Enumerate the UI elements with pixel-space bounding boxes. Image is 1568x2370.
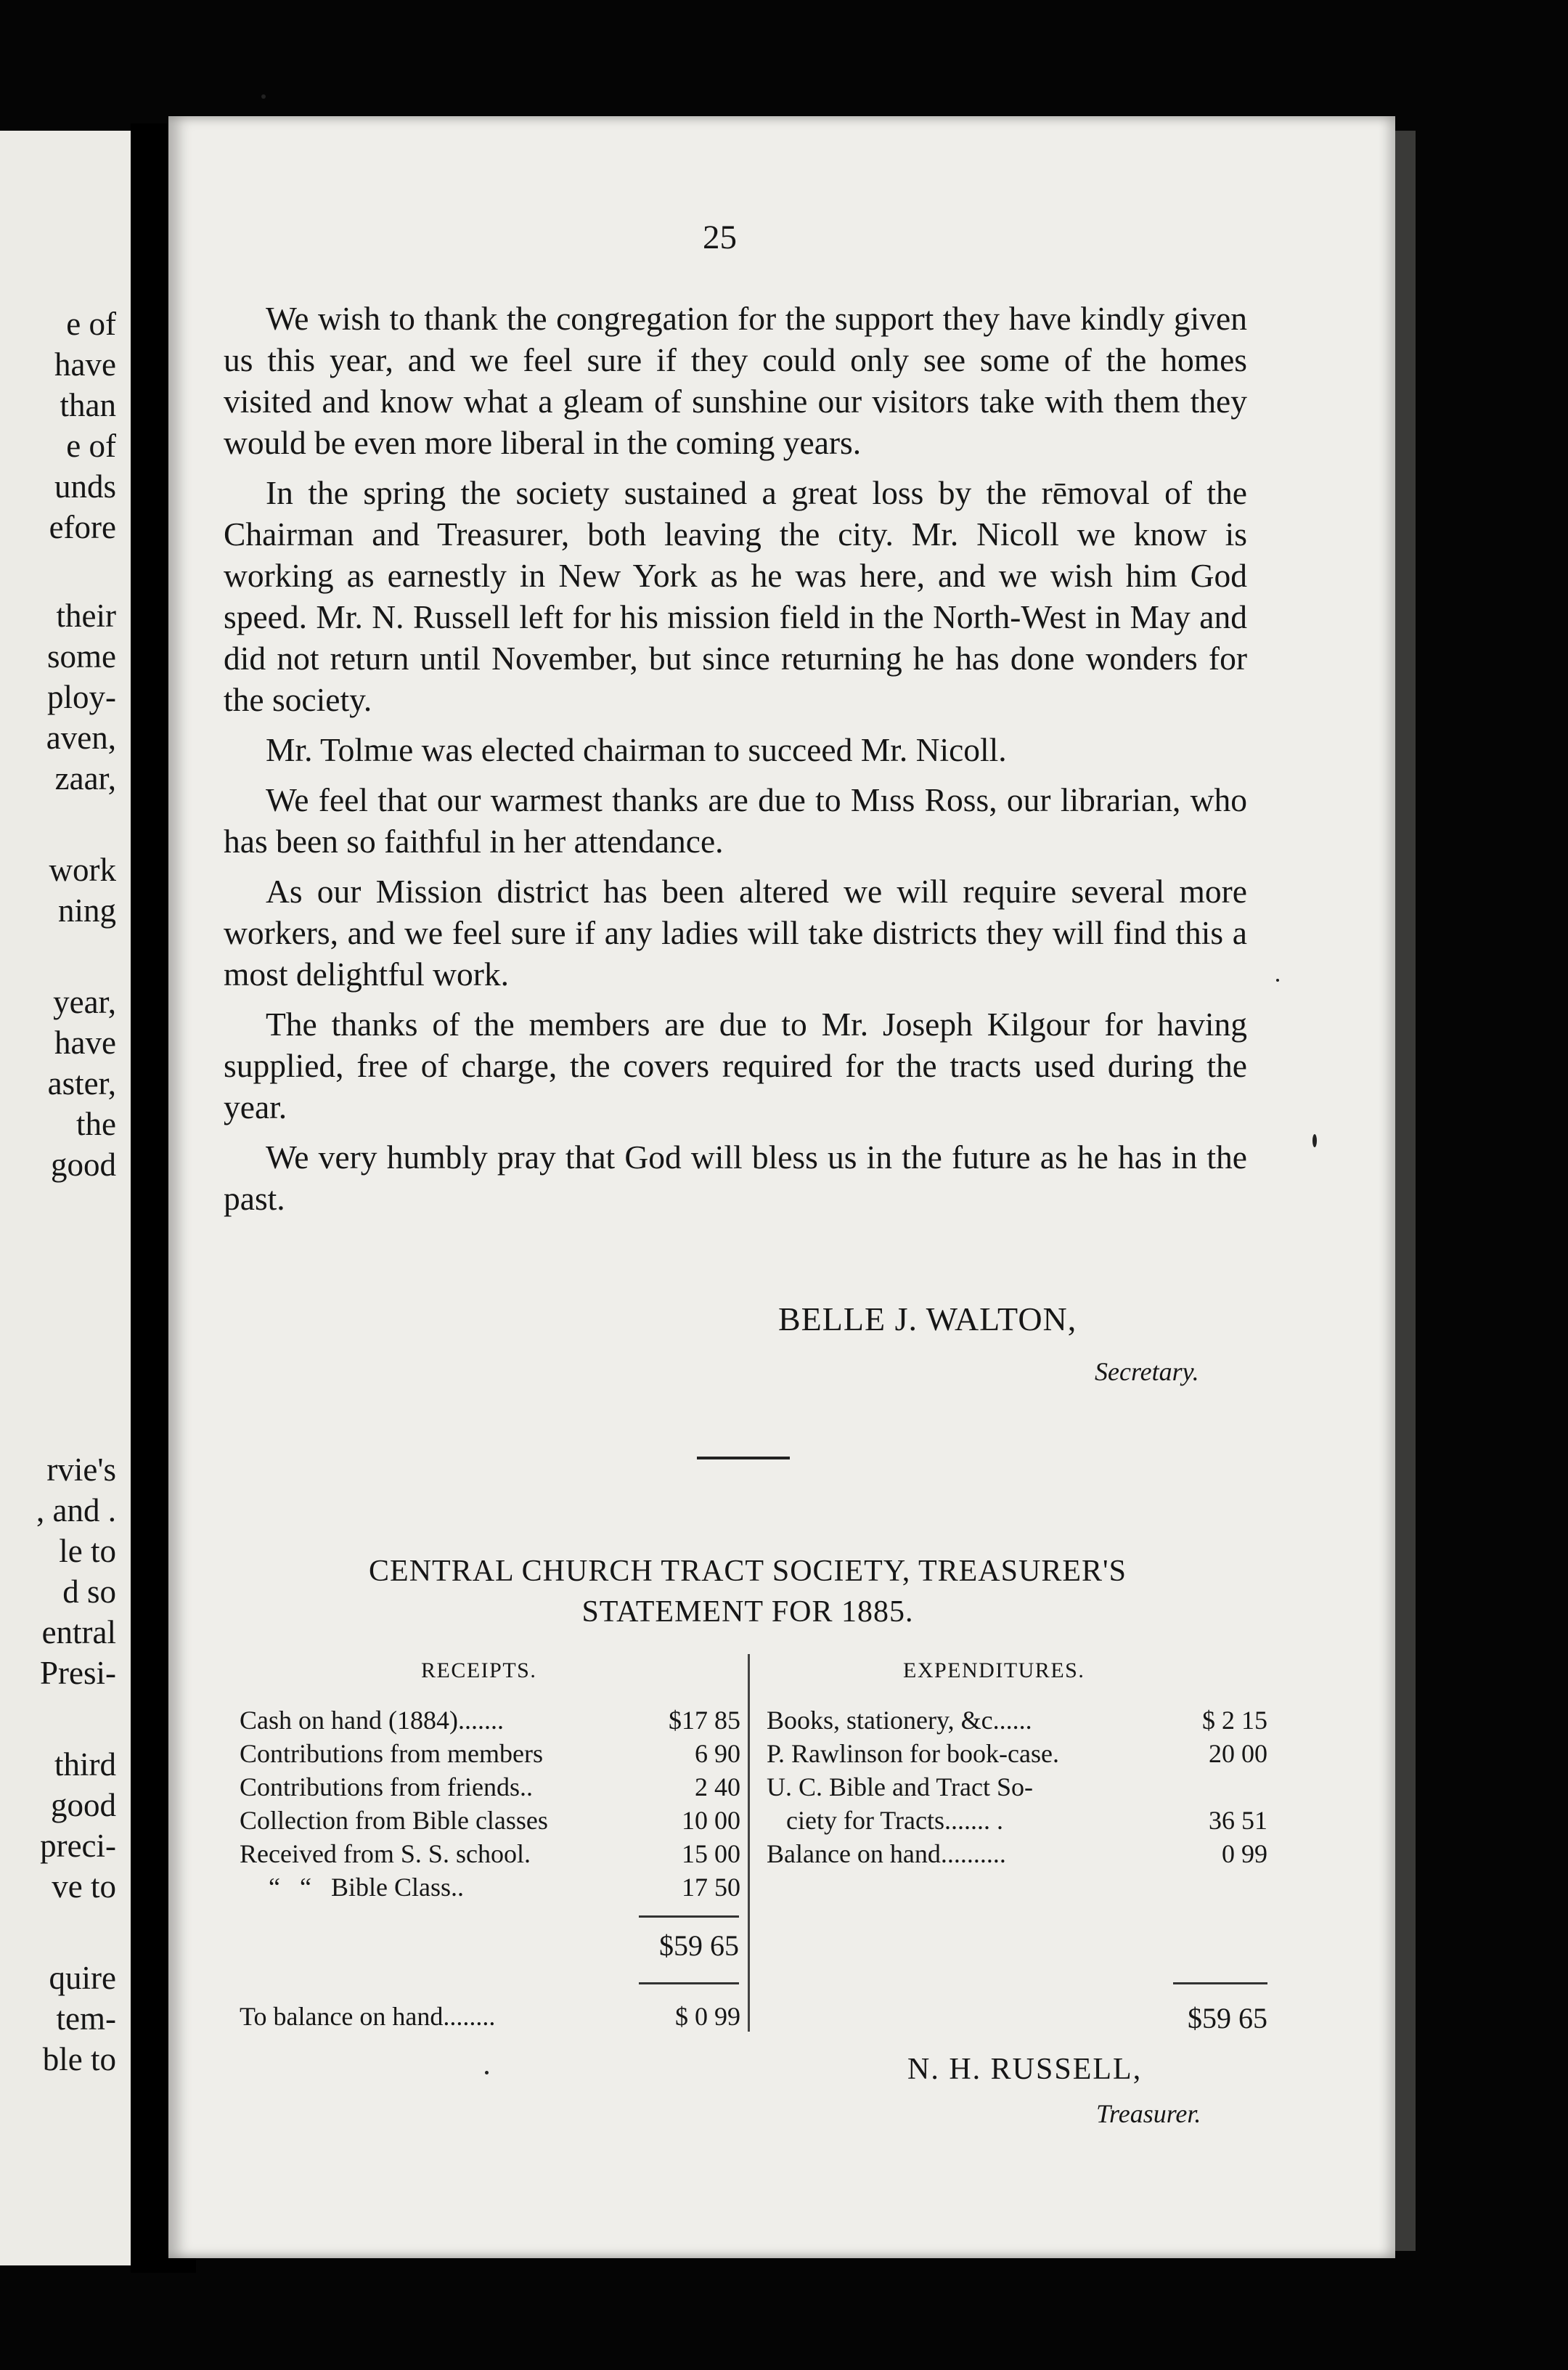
previous-page-text-fragment: aster, [47, 1065, 116, 1101]
receipt-amount: 2 40 [695, 1772, 740, 1801]
previous-page-text-fragment: work [49, 852, 116, 888]
receipts-total-rule [639, 1982, 739, 1984]
expenditure-label: Books, stationery, &c...... [767, 1706, 1032, 1735]
statement-title-line: STATEMENT FOR 1885. [581, 1595, 914, 1629]
previous-page-edge [0, 131, 131, 2265]
previous-page-text-fragment: have [54, 346, 116, 383]
expenditure-amount: 36 51 [1209, 1806, 1267, 1835]
expenditure-row [767, 1738, 1267, 1772]
previous-page-text-fragment: ploy- [47, 679, 116, 715]
balance-amount: $ 0 99 [675, 2002, 740, 2031]
previous-page-text-fragment: d so [62, 1573, 116, 1610]
previous-page-text-fragment: ve to [52, 1868, 116, 1905]
statement-title [218, 1551, 1278, 1632]
letter-paragraph: We very humbly pray that God will bless us in the future as he has in the past. [224, 1139, 1247, 1217]
previous-page-text-fragment: have [54, 1025, 116, 1061]
previous-page-text-fragment: efore [49, 509, 116, 545]
previous-page-text-fragment: Presi- [40, 1655, 116, 1691]
receipt-row [240, 1838, 740, 1872]
print-speck [1312, 1134, 1317, 1147]
previous-page-text-fragment: ning [57, 892, 116, 929]
receipt-row [240, 1772, 740, 1805]
receipt-amount: 15 00 [682, 1839, 740, 1868]
expenditure-label: U. C. Bible and Tract So- [767, 1772, 1034, 1801]
letter-paragraph: We feel that our warmest thanks are due to Mıss Ross, our librarian, who has been so faithful in her attendance. [224, 781, 1247, 860]
receipt-label: Contributions from friends.. [240, 1772, 533, 1801]
letter-paragraph: Mr. Tolmıe was elected chairman to succeed Mr. Nicoll. [266, 731, 1007, 768]
print-speck [485, 2071, 489, 2074]
letter-paragraph: We wish to thank the congregation for the support they have kindly given us this year, and we feel sure if they could only see some of the homes visited and know what a gleam of sunshine our visitors take with them they would be even more liberal in the coming years. [224, 300, 1247, 461]
letter-paragraph: As our Mission district has been altered we will require several more workers, and we feel sure if any ladies will take districts they will find this a most delightful work. [224, 873, 1247, 993]
previous-page-text-fragment: some [47, 638, 116, 675]
expenditure-row [767, 1772, 1267, 1805]
receipt-row [240, 1738, 740, 1772]
print-speck [261, 94, 266, 99]
expenditure-row [767, 1705, 1267, 1738]
receipts-total: $59 65 [659, 1929, 739, 1962]
previous-page-text-fragment: le to [59, 1533, 116, 1569]
receipt-label: Contributions from members [240, 1739, 543, 1768]
receipt-label: “ “ Bible Class.. [269, 1873, 464, 1902]
letter-paragraph: The thanks of the members are due to Mr. Joseph Kilgour for having supplied, free of charge, the covers required for the tracts used during the year. [224, 1006, 1247, 1125]
previous-page-text-fragment: quire [49, 1960, 116, 1996]
previous-page-text-fragment: their [56, 598, 116, 634]
secretary-signature-title: Secretary. [1095, 1357, 1199, 1386]
receipt-amount: 17 50 [682, 1873, 740, 1902]
previous-page-text-fragment: e of [66, 428, 116, 464]
receipt-label: Cash on hand (1884)....... [240, 1706, 504, 1735]
previous-page-text-fragment: rvie's [46, 1451, 116, 1488]
column-divider [748, 1654, 750, 2032]
expenditure-amount: 20 00 [1209, 1739, 1267, 1768]
previous-page-text-fragment: ble to [42, 2041, 116, 2077]
expenditures-total: $59 65 [1188, 2002, 1267, 2035]
previous-page-text-fragment: the [76, 1106, 116, 1142]
receipt-amount: $17 85 [669, 1706, 740, 1735]
print-speck [1276, 979, 1279, 982]
receipt-amount: 6 90 [695, 1739, 740, 1768]
receipt-row [240, 1872, 740, 1905]
balance-label: To balance on hand........ [240, 2002, 496, 2031]
receipt-label: Collection from Bible classes [240, 1806, 548, 1835]
previous-page-text-fragment: good [51, 1147, 116, 1183]
previous-page-text-fragment: third [54, 1746, 116, 1783]
section-separator [697, 1457, 790, 1459]
page-number: 25 [703, 219, 737, 256]
previous-page-text-fragment: preci- [40, 1828, 116, 1864]
expenditure-label: ciety for Tracts....... . [767, 1806, 1003, 1835]
previous-page-text-fragment: than [60, 387, 116, 423]
receipt-row [240, 1805, 740, 1838]
expenditure-label: Balance on hand.......... [767, 1839, 1006, 1868]
page-edge-shadow [1395, 131, 1416, 2251]
receipts-subtotal-rule [639, 1915, 739, 1918]
receipt-row [240, 1705, 740, 1738]
treasurer-signature-title: Treasurer. [1096, 2099, 1201, 2128]
secretary-signature-name: BELLE J. WALTON, [778, 1300, 1077, 1337]
previous-page-text-fragment: good [51, 1787, 116, 1823]
previous-page-text-fragment: zaar, [54, 760, 116, 797]
expenditure-row [767, 1805, 1267, 1838]
letter-paragraph: In the spring the society sustained a great loss by the rēmoval of the Chairman and Treasurer, both leaving the city. Mr. Nicoll we know is working as earnestly in New York as he was here, and we wish him God speed. Mr. N. Russell left for his mission field in the North-West in May and did not return until November, but since returning he has done wonders for the society. [224, 474, 1247, 718]
receipt-label: Received from S. S. school. [240, 1839, 531, 1868]
expenditure-row [767, 1838, 1267, 1872]
previous-page-text-fragment: unds [54, 468, 116, 505]
expenditure-label: P. Rawlinson for book-case. [767, 1739, 1059, 1768]
expenditures-heading: EXPENDITURES. [903, 1658, 1085, 1682]
previous-page-text-fragment: tem- [56, 2000, 116, 2037]
receipts-heading: RECEIPTS. [421, 1658, 537, 1682]
expenditure-amount: 0 99 [1222, 1839, 1267, 1868]
previous-page-text-fragment: year, [53, 984, 116, 1020]
previous-page-text-fragment: , and . [36, 1492, 116, 1528]
previous-page-text-fragment: aven, [46, 720, 116, 756]
expenditure-amount: $ 2 15 [1202, 1706, 1267, 1735]
letter-body [224, 298, 1247, 1228]
statement-title-line: CENTRAL CHURCH TRACT SOCIETY, TREASURER'S [369, 1555, 1127, 1588]
previous-page-text-fragment: entral [41, 1614, 116, 1650]
treasurer-signature-name: N. H. RUSSELL, [907, 2053, 1143, 2086]
expenditures-total-rule [1173, 1982, 1267, 1984]
previous-page-text-fragment: e of [66, 306, 116, 342]
receipt-amount: 10 00 [682, 1806, 740, 1835]
